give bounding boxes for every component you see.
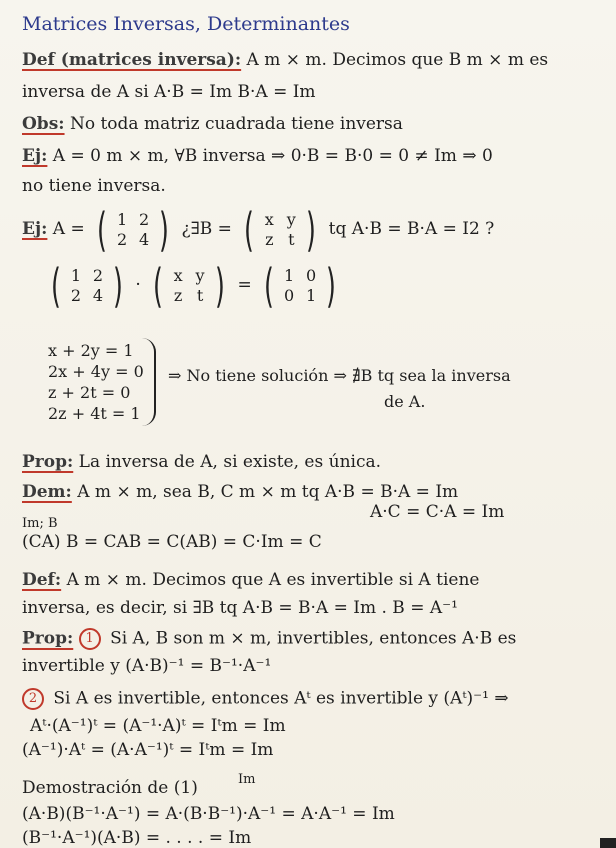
equation: 2z + 4t = 1 bbox=[48, 404, 141, 423]
matrix-a-cell: 2 bbox=[139, 209, 150, 229]
dem-product-title: Demostración de (1) bbox=[22, 778, 198, 798]
example-2-a-prefix: A = bbox=[52, 219, 85, 239]
prop-transpose-text: Si A es invertible, entonces Aᵗ es invertible y (Aᵗ)⁻¹ ⇒ bbox=[53, 688, 509, 709]
identity-cell: 0 bbox=[283, 285, 295, 305]
transpose-proof-1: Aᵗ·(A⁻¹)ᵗ = (A⁻¹·A)ᵗ = Iᵗm = Im bbox=[30, 716, 286, 736]
matrix-b-cell: z bbox=[173, 285, 183, 305]
equation-system bbox=[48, 340, 144, 424]
def-invertible-line-1 bbox=[22, 570, 479, 590]
example-1-tag: Ej: bbox=[22, 146, 48, 166]
dem-uniqueness-text-3: (CA) B = CAB = C(AB) = C·Im = C bbox=[22, 532, 322, 552]
example-1-text-2: no tiene inversa. bbox=[22, 176, 166, 196]
prop-transpose-line bbox=[22, 688, 509, 710]
system-brace bbox=[142, 338, 156, 426]
prop-product-text-1: Si A, B son m × m, invertibles, entonces A·B es bbox=[110, 628, 517, 649]
prop-uniqueness-line bbox=[22, 452, 381, 472]
equation: x + 2y = 1 bbox=[48, 341, 134, 360]
matrix-b-cell: z bbox=[265, 229, 274, 249]
item-number-2: 2 bbox=[22, 688, 44, 710]
prop-product-tag: Prop: bbox=[22, 628, 74, 649]
obs-tag: Obs: bbox=[22, 114, 65, 134]
matrix-a-cell: 2 bbox=[117, 229, 128, 249]
system-conclusion-1: ⇒ No tiene solución ⇒ ∄B tq sea la inversa bbox=[168, 366, 511, 385]
matrix-b-cell: y bbox=[286, 209, 296, 229]
matrix-product-line bbox=[44, 258, 343, 313]
def-inverse-tag: Def (matrices inversa): bbox=[22, 50, 242, 70]
prop-uniqueness-tag: Prop: bbox=[22, 452, 74, 472]
matrix-b-cell: y bbox=[195, 265, 205, 285]
matrix-a-cell: 4 bbox=[92, 285, 104, 305]
identity-cell: 0 bbox=[305, 265, 317, 285]
system-conclusion-2: de A. bbox=[384, 392, 426, 411]
matrix-a-cell: 2 bbox=[92, 265, 104, 285]
matrix-b-cell: t bbox=[288, 229, 295, 249]
matrix-b-cell: x bbox=[173, 265, 183, 285]
obs-line bbox=[22, 114, 403, 134]
matrix-a-cell: 1 bbox=[70, 265, 82, 285]
matrix-b-cell: t bbox=[196, 285, 204, 305]
dem-product-note: Im bbox=[238, 772, 256, 787]
example-2-tag: Ej: bbox=[22, 219, 48, 239]
dem-uniqueness-line-1 bbox=[22, 482, 458, 502]
obs-text: No toda matriz cuadrada tiene inversa bbox=[69, 114, 403, 134]
dem-uniqueness-text-1: A m × m, sea B, C m × m tq A·B = B·A = Im bbox=[77, 482, 459, 502]
identity-matrix: ( 1 0 0 1 ) bbox=[260, 263, 340, 309]
matrix-a-cell: 4 bbox=[139, 229, 150, 249]
example-2-line bbox=[22, 202, 495, 257]
matrix-b-cell: x bbox=[264, 209, 274, 229]
def-invertible-text-2: inversa, es decir, si ∃B tq A·B = B·A = Im . B = A⁻¹ bbox=[22, 598, 458, 618]
equation: 2x + 4y = 0 bbox=[48, 362, 144, 381]
identity-cell: 1 bbox=[283, 265, 295, 285]
def-inverse-line-1 bbox=[22, 50, 548, 70]
example-2-question: ¿∃B = bbox=[181, 219, 232, 239]
dem-product-text-2: (B⁻¹·A⁻¹)(A·B) = . . . . = Im bbox=[22, 828, 252, 848]
product-dot: · bbox=[135, 275, 141, 295]
dem-uniqueness-text-2: A·C = C·A = Im bbox=[370, 502, 505, 522]
matrix-a-cell: 1 bbox=[117, 209, 128, 229]
dem-uniqueness-note: Im; B bbox=[22, 516, 58, 531]
def-inverse-text-2: inversa de A si A·B = Im B·A = Im bbox=[22, 82, 316, 102]
prop-product-text-2: invertible y (A·B)⁻¹ = B⁻¹·A⁻¹ bbox=[22, 656, 272, 676]
dem-uniqueness-tag: Dem: bbox=[22, 482, 72, 502]
prop-uniqueness-text: La inversa de A, si existe, es única. bbox=[78, 452, 382, 472]
product-equals: = bbox=[237, 275, 252, 295]
page-title: Matrices Inversas, Determinantes bbox=[22, 13, 350, 35]
dem-product-text-1: (A·B)(B⁻¹·A⁻¹) = A·(B·B⁻¹)·A⁻¹ = A·A⁻¹ = Im bbox=[22, 804, 395, 824]
def-invertible-tag: Def: bbox=[22, 570, 62, 590]
example-2-tail: tq A·B = B·A = I2 ? bbox=[328, 219, 495, 239]
example-1-line-1 bbox=[22, 146, 493, 166]
equation: z + 2t = 0 bbox=[48, 383, 131, 402]
page-corner-mark bbox=[600, 838, 616, 848]
def-inverse-text-1: A m × m. Decimos que B m × m es bbox=[246, 50, 549, 70]
def-invertible-text-1: A m × m. Decimos que A es invertible si A tiene bbox=[66, 570, 480, 590]
identity-cell: 1 bbox=[305, 285, 317, 305]
matrix-b: ( x y z t ) bbox=[240, 207, 320, 253]
transpose-proof-2: (A⁻¹)·Aᵗ = (A·A⁻¹)ᵗ = Iᵗm = Im bbox=[22, 740, 274, 760]
product-matrix-a: ( 1 2 2 4 ) bbox=[47, 263, 127, 309]
product-matrix-b: ( x y z t ) bbox=[149, 263, 229, 309]
example-1-text-1: A = 0 m × m, ∀B inversa ⇒ 0·B = B·0 = 0 ≠ Im ⇒ 0 bbox=[52, 146, 493, 166]
matrix-a: ( 1 2 2 4 ) bbox=[93, 207, 173, 253]
prop-product-line-1 bbox=[22, 628, 516, 650]
matrix-a-cell: 2 bbox=[70, 285, 82, 305]
item-number-1: 1 bbox=[79, 628, 101, 650]
